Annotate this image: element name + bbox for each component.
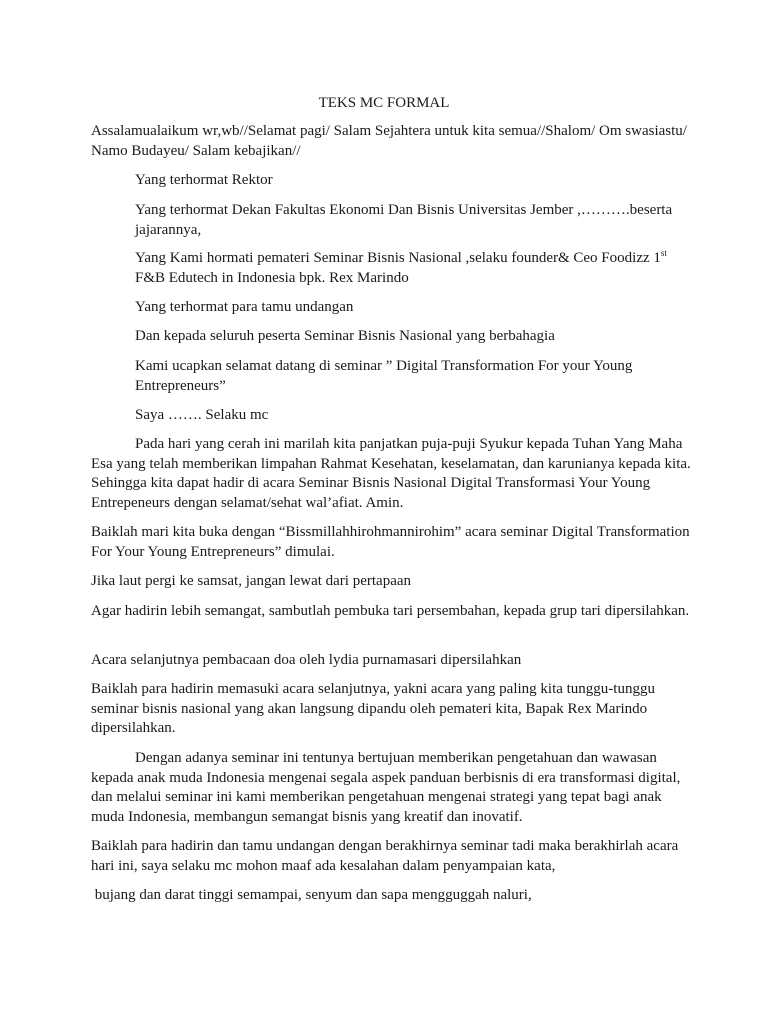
honorific-speaker [135, 249, 691, 288]
welcome-paragraph: Kami ucapkan selamat datang di seminar ” Digital Transformation For your Young Entrepreneurs” [135, 358, 633, 394]
honorific-guests: Yang terhormat para tamu undangan [135, 299, 354, 315]
mc-intro: Saya ……. Selaku mc [135, 407, 269, 423]
speaker-line-b: F&B Edutech in Indonesia bpk. Rex Marindo [135, 269, 409, 286]
honorific-rector: Yang terhormat Rektor [135, 172, 273, 188]
pantun-1: Jika laut pergi ke samsat, jangan lewat dari pertapaan [91, 573, 412, 589]
document-title: TEKS MC FORMAL [318, 95, 450, 111]
honorific-participants: Dan kepada seluruh peserta Seminar Bisnis Nasional yang berbahagia [135, 328, 555, 344]
dance-paragraph: Agar hadirin lebih semangat, sambutlah pembuka tari persembahan, kepada grup tari dipersilahkan. [91, 603, 690, 619]
opening-paragraph: Baiklah mari kita buka dengan “Bissmillahhirohmannirohim” acara seminar Digital Transformation For Your Young Entrepreneurs” dimulai. [91, 524, 690, 560]
speaker-line-a: Yang Kami hormati pemateri Seminar Bisnis Nasional ,selaku founder& Ceo Foodizz 1 [135, 250, 661, 266]
purpose-paragraph: Dengan adanya seminar ini tentunya bertujuan memberikan pengetahuan dan wawasan kepada anak muda Indonesia mengenai segala aspek panduan berbisnis di era transformasi digital, dan melalui seminar ini kami memberikan pengetahuan mengenai strategi yang tepat bagi anak muda Indonesia, membangun semangat bisnis yang kreatif dan inovatif. [91, 750, 681, 825]
prayer-paragraph: Acara selanjutnya pembacaan doa oleh lydia purnamasari dipersilahkan [91, 652, 522, 668]
pantun-2: bujang dan darat tinggi semampai, senyum dan sapa mengguggah naluri, [91, 887, 532, 903]
closing-paragraph: Baiklah para hadirin dan tamu undangan dengan berakhirnya seminar tadi maka berakhirlah acara hari ini, saya selaku mc mohon maaf ada kesalahan dalam penyampaian kata, [91, 838, 679, 874]
gratitude-paragraph: Pada hari yang cerah ini marilah kita panjatkan puja-puji Syukur kepada Tuhan Yang Maha Esa yang telah memberikan limpahan Rahmat Kesehatan, keselamatan, dan karunianya kepada kita. Sehingga kita dapat hadir di acara Seminar Bisnis Nasional Digital Transformasi Your Young Entrepeneurs dengan selamat/sehat wal’afiat. Amin. [91, 436, 691, 511]
greeting-paragraph: Assalamualaikum wr,wb//Selamat pagi/ Salam Sejahtera untuk kita semua//Shalom/ Om swasiastu/ Namo Budayeu/ Salam kebajikan// [91, 123, 687, 159]
speaker-superscript: st [660, 248, 667, 258]
honorific-dean: Yang terhormat Dekan Fakultas Ekonomi Dan Bisnis Universitas Jember ,……….beserta jajarannya, [135, 202, 673, 238]
main-event-paragraph: Baiklah para hadirin memasuki acara selanjutnya, yakni acara yang paling kita tunggu-tunggu seminar bisnis nasional yang akan langsung dipandu oleh pemateri kita, Bapak Rex Marindo dipersilahkan. [91, 681, 655, 736]
